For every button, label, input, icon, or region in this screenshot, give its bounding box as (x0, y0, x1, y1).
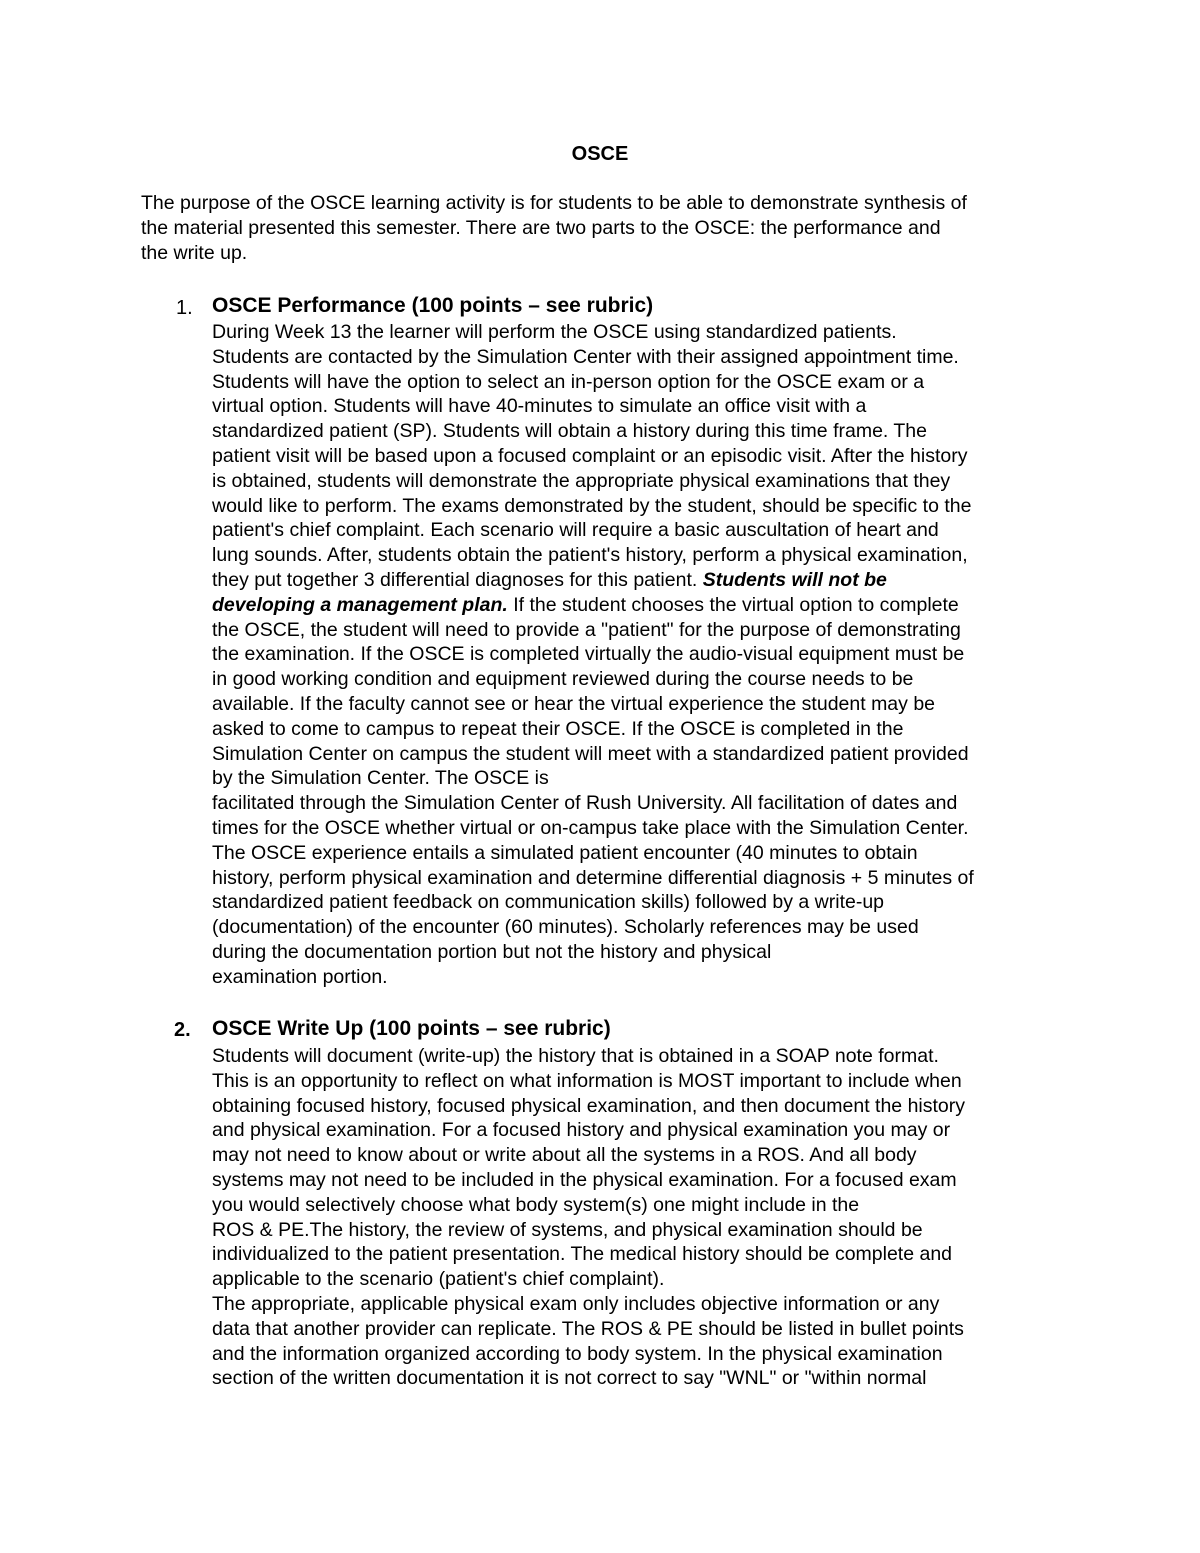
body-line: may not need to know about or write about all the systems in a ROS. And all body (212, 1144, 917, 1167)
body-line: patient visit will be based upon a focused complaint or an episodic visit. After the history (212, 444, 968, 467)
body-text: If the student chooses the virtual option to complete (507, 593, 959, 616)
body-line: During Week 13 the learner will perform the OSCE using standardized patients. (212, 321, 897, 343)
body-line: facilitated through the Simulation Center of Rush University. All facilitation of dates and (212, 792, 958, 815)
body-line: standardized patient feedback on communication skills) followed by a write-up (212, 891, 885, 914)
body-line: obtaining focused history, focused physical examination, and then document the history (212, 1094, 966, 1117)
intro-paragraph (141, 191, 1101, 265)
body-line: The OSCE experience entails a simulated patient encounter (40 minutes to obtain (212, 841, 918, 864)
body-text: they put together 3 differential diagnoses for this patient. (212, 568, 703, 591)
body-line: systems may not need to be included in the physical examination. For a focused exam (212, 1168, 957, 1191)
body-line: Students are contacted by the Simulation Center with their assigned appointment time. (212, 345, 959, 368)
body-line: during the documentation portion but not the history and physical (212, 940, 772, 963)
body-line: is obtained, students will demonstrate the appropriate physical examinations that they (212, 469, 951, 492)
section-body (212, 1044, 1092, 1391)
section-number: 2. (174, 1019, 191, 1041)
body-line: virtual option. Students will have 40-minutes to simulate an office visit with a (212, 395, 867, 418)
document-title: OSCE (571, 143, 629, 165)
emphasis-text: developing a management plan. (212, 593, 508, 616)
body-line: in good working condition and equipment reviewed during the course needs to be (212, 668, 914, 691)
emphasis-text: Students will not be (702, 568, 887, 591)
body-line: Students will have the option to select an in-person option for the OSCE exam or a (212, 370, 925, 393)
body-line: applicable to the scenario (patient's chief complaint). (212, 1268, 665, 1291)
intro-line: the material presented this semester. There are two parts to the OSCE: the performance and (141, 216, 941, 239)
body-line: asked to come to campus to repeat their OSCE. If the OSCE is completed in the (212, 717, 904, 740)
intro-line: the write up. (141, 241, 248, 264)
body-line: data that another provider can replicate. The ROS & PE should be listed in bullet points (212, 1317, 964, 1340)
body-line: available. If the faculty cannot see or hear the virtual experience the student may be (212, 692, 936, 715)
intro-line: The purpose of the OSCE learning activity is for students to be able to demonstrate synthesis of (141, 192, 967, 214)
body-line: and physical examination. For a focused history and physical examination you may or (212, 1119, 951, 1142)
section-number: 1. (176, 297, 193, 319)
body-line: This is an opportunity to reflect on what information is MOST important to include when (212, 1069, 962, 1092)
body-line: Students will document (write-up) the history that is obtained in a SOAP note format. (212, 1045, 939, 1067)
body-line: (documentation) of the encounter (60 minutes). Scholarly references may be used (212, 916, 919, 939)
body-line: examination portion. (212, 965, 388, 988)
body-line-emphasis (212, 593, 1092, 618)
body-line-emphasis (212, 568, 1092, 593)
body-line: would like to perform. The exams demonstrated by the student, should be specific to the (212, 494, 972, 517)
body-line: Simulation Center on campus the student will meet with a standardized patient provided (212, 742, 969, 765)
body-line: standardized patient (SP). Students will obtain a history during this time frame. The (212, 420, 927, 443)
body-line: ROS & PE.The history, the review of systems, and physical examination should be (212, 1218, 923, 1241)
body-line: by the Simulation Center. The OSCE is (212, 767, 549, 790)
body-line: and the information organized according to body system. In the physical examination (212, 1342, 943, 1365)
body-line: individualized to the patient presentation. The medical history should be complete and (212, 1243, 953, 1266)
body-line: lung sounds. After, students obtain the patient's history, perform a physical examination, (212, 544, 968, 567)
body-line: the examination. If the OSCE is completed virtually the audio-visual equipment must be (212, 643, 965, 666)
body-line: you would selectively choose what body system(s) one might include in the (212, 1193, 860, 1216)
body-line: The appropriate, applicable physical exam only includes objective information or any (212, 1292, 940, 1315)
body-line: history, perform physical examination and determine differential diagnosis + 5 minutes of (212, 866, 974, 889)
section-body (212, 320, 1092, 990)
section-heading: OSCE Write Up (100 points – see rubric) (212, 1017, 611, 1040)
section-heading: OSCE Performance (100 points – see rubric) (212, 294, 654, 317)
body-line: times for the OSCE whether virtual or on-campus take place with the Simulation Center. (212, 816, 969, 839)
body-line: patient's chief complaint. Each scenario will require a basic auscultation of heart and (212, 519, 939, 542)
body-line: section of the written documentation it is not correct to say "WNL" or "within normal (212, 1367, 927, 1390)
body-line: the OSCE, the student will need to provide a "patient" for the purpose of demonstrating (212, 618, 961, 641)
